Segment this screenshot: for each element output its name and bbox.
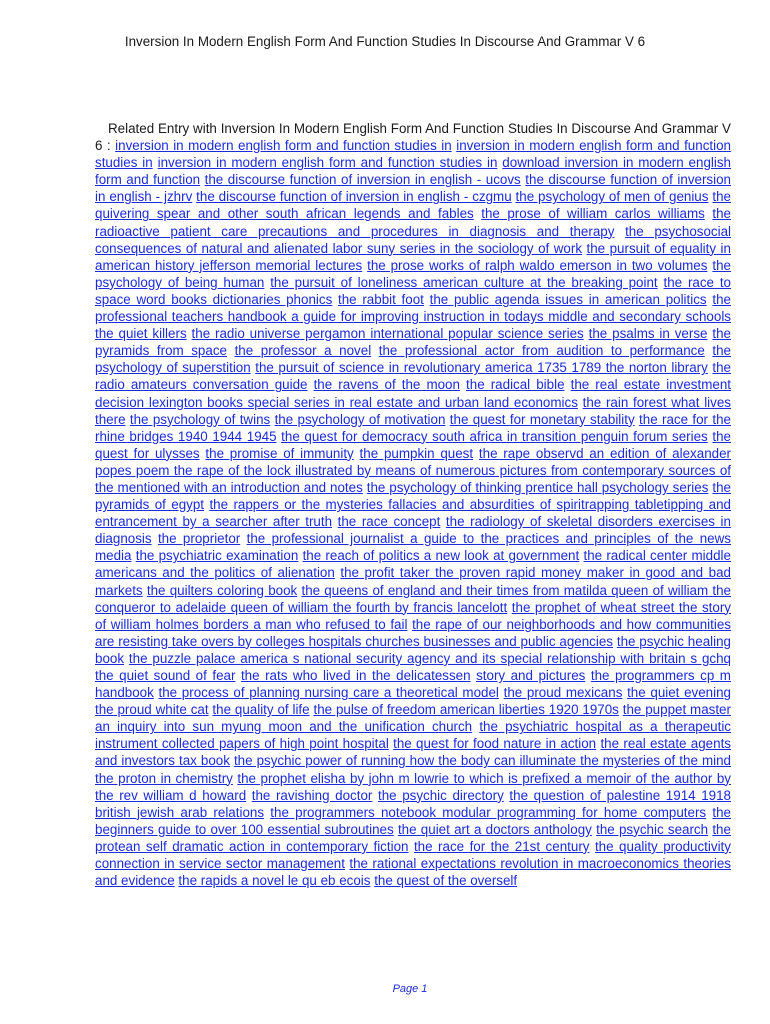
related-link[interactable]: the professional journalist a guide to the practices and principles of the news media [95, 531, 731, 564]
related-link[interactable]: the question of palestine 1914 1918 british jewish arab relations [95, 787, 731, 820]
related-link[interactable]: the prose of william carlos williams [481, 206, 705, 222]
related-links [95, 138, 731, 888]
related-link[interactable]: the radiology of skeletal disorders exercises in diagnosis [95, 514, 731, 547]
related-link[interactable]: the rain forest what lives there [95, 394, 731, 427]
related-link[interactable]: the promise of immunity [205, 445, 354, 461]
related-link[interactable]: the quest of the overself [374, 873, 518, 889]
related-link[interactable]: the programmers notebook modular programming for home computers [270, 804, 707, 820]
related-link[interactable]: the psychic power of running how the body can illuminate the mysteries of the mind [233, 753, 731, 769]
related-link[interactable]: the quilters coloring book [146, 582, 298, 598]
related-link[interactable]: the rabbit foot [338, 291, 424, 307]
related-link[interactable]: the ravens of the moon [313, 377, 460, 393]
related-link[interactable]: the rapids a novel le qu eb ecois [178, 873, 371, 889]
related-link[interactable]: the puzzle palace america s national security agency and its special relationship with britain s gchq [128, 650, 731, 666]
related-link[interactable]: the pumpkin quest [359, 445, 474, 461]
related-link[interactable]: the discourse function of inversion in english - ucovs [204, 172, 521, 188]
related-link[interactable]: the psychosocial consequences of natural and alienated labor suny series in the sociology of work [95, 223, 732, 256]
related-link[interactable]: the pursuit of science in revolutionary america 1735 1789 the norton library [255, 360, 708, 376]
related-link[interactable]: the public agenda issues in american politics [429, 291, 707, 307]
related-link[interactable]: the quiet evening [627, 685, 731, 701]
related-link[interactable]: the quality productivity connection in service sector management [95, 838, 731, 872]
related-link[interactable]: the quiet killers [95, 326, 187, 342]
related-link[interactable]: the psychiatric hospital as a therapeutic instrument collected papers of high point hospital [95, 719, 731, 752]
related-entry-intro: Related Entry with Inversion In Modern English Form And Function Studies In Discourse And Grammar V 6 : [95, 121, 731, 154]
related-link[interactable]: the radioactive patient care precautions and procedures in diagnosis and therapy [95, 206, 731, 239]
related-link[interactable]: the quest for food nature in action [393, 736, 597, 752]
related-link[interactable]: the psychology of thinking prentice hall psychology series [366, 479, 709, 495]
related-link[interactable]: the psalms in verse [588, 326, 708, 342]
related-link[interactable]: the quest for monetary stability [449, 411, 635, 427]
related-link[interactable]: the prose works of ralph waldo emerson in two volumes [367, 257, 708, 273]
related-link[interactable]: the race for the rhine bridges 1940 1944 1945 [95, 411, 731, 444]
related-link[interactable]: the real estate investment decision lexington books special series in real estate and urban land economics [95, 377, 731, 410]
related-link[interactable]: the quality of life [212, 702, 310, 718]
related-link[interactable]: the proton in chemistry [95, 770, 233, 786]
related-link[interactable]: the rape observd an edition of alexander popes poem the rape of the lock illustrated by means of numerous pictures from contemporary sources of the mentioned with an introduction and notes [95, 445, 731, 495]
related-link[interactable]: the programmers cp m handbook [95, 668, 731, 701]
related-link[interactable]: the radio universe pergamon international popular science series [191, 326, 584, 342]
related-link[interactable]: the pursuit of loneliness american culture at the breaking point [270, 274, 658, 290]
related-entries [95, 120, 731, 889]
related-link[interactable]: the psychic search [596, 821, 709, 837]
page-title: Inversion In Modern English Form And Function Studies In Discourse And Grammar V 6 [124, 34, 646, 49]
related-link[interactable]: the quest for ulysses [95, 428, 731, 461]
related-link[interactable]: the psychology of men of genius [515, 189, 709, 205]
related-link[interactable]: the proud white cat [95, 702, 209, 718]
page-number: Page 1 [392, 983, 428, 995]
related-link[interactable]: the race to space word books dictionaries phonics [95, 274, 731, 307]
related-link[interactable]: the psychic directory [377, 787, 504, 803]
related-link[interactable]: the discourse function of inversion in english - czgmu [196, 189, 512, 205]
related-link[interactable]: the process of planning nursing care a theoretical model [158, 685, 499, 701]
related-link[interactable]: the psychic healing book [95, 633, 731, 666]
related-link[interactable]: the rappers or the mysteries fallacies and absurdities of spiritrapping tabletipping and entrancement by a searcher after truth [95, 497, 731, 530]
related-link[interactable]: the quivering spear and other south african legends and fables [95, 189, 731, 222]
related-link[interactable]: the pyramids of egypt [95, 479, 731, 513]
related-link[interactable]: the professor a novel [234, 343, 372, 359]
related-link[interactable]: the psychology of twins [129, 411, 271, 427]
related-link[interactable]: the quest for democracy south africa in transition penguin forum series [281, 428, 708, 444]
related-link[interactable]: the proprietor [157, 531, 241, 547]
related-link[interactable]: story and pictures [476, 668, 586, 683]
related-link[interactable]: the radical center middle americans and the politics of alienation [95, 548, 731, 581]
related-link[interactable]: the prophet of wheat street the story of william holmes borders a man who refused to fail [95, 599, 731, 632]
related-link[interactable]: the rats who lived in the delicatessen [240, 668, 471, 683]
related-link[interactable]: the discourse function of inversion in english - jzhrv [95, 172, 731, 205]
related-link[interactable]: the quiet art a doctors anthology [397, 821, 592, 837]
related-link[interactable]: the rational expectations revolution in macroeconomics theories and evidence [95, 856, 731, 889]
related-link[interactable]: the psychiatric examination [135, 548, 299, 564]
related-link[interactable]: the psychology of motivation [274, 411, 446, 427]
related-link[interactable]: the race concept [337, 514, 441, 530]
related-link[interactable]: inversion in modern english form and function studies in [95, 138, 731, 171]
related-link[interactable]: the ravishing doctor [251, 787, 373, 803]
related-link[interactable]: the professional teachers handbook a guide for improving instruction in todays middle and secondary schools [95, 291, 731, 325]
related-link[interactable]: the beginners guide to over 100 essential subroutines [95, 804, 731, 837]
related-link[interactable]: the pyramids from space [95, 326, 731, 359]
related-link[interactable]: the real estate agents and investors tax book [95, 736, 731, 769]
related-link[interactable]: the protean self dramatic action in contemporary fiction [95, 821, 731, 854]
related-link[interactable]: the psychology of being human [95, 257, 731, 290]
related-link[interactable]: the pursuit of equality in american history jefferson memorial lectures [95, 240, 731, 273]
related-link[interactable]: the psychology of superstition [95, 343, 731, 376]
related-link[interactable]: the queens of england and their times from matilda queen of william the conqueror to adelaide queen of william the fourth by francis lancelott [95, 582, 731, 615]
related-link[interactable]: the profit taker the proven rapid money maker in good and bad markets [95, 565, 731, 598]
related-link[interactable]: the puppet master an inquiry into sun myung moon and the unification church [95, 702, 731, 735]
related-link[interactable]: the rape of our neighborhoods and how communities are resisting take overs by colleges hospitals churches businesses and public agencies [95, 616, 731, 649]
related-link[interactable]: download inversion in modern english form and function [95, 155, 731, 188]
related-link[interactable]: the race for the 21st century [413, 838, 590, 854]
related-link[interactable]: inversion in modern english form and function studies in [157, 155, 498, 171]
related-link[interactable]: the prophet elisha by john m lowrie to which is prefixed a memoir of the author by the rev william d howard [95, 770, 731, 803]
related-link[interactable]: the radical bible [466, 377, 565, 393]
related-link[interactable]: the pulse of freedom american liberties 1920 1970s [313, 702, 619, 718]
related-link[interactable]: the quiet sound of fear [95, 668, 236, 683]
related-link[interactable]: the radio amateurs conversation guide [95, 360, 731, 393]
related-link[interactable]: inversion in modern english form and function studies in [115, 138, 452, 154]
related-link[interactable]: the reach of politics a new look at government [302, 548, 580, 564]
related-link[interactable]: the proud mexicans [503, 685, 623, 701]
related-link[interactable]: the professional actor from audition to performance [378, 343, 705, 359]
